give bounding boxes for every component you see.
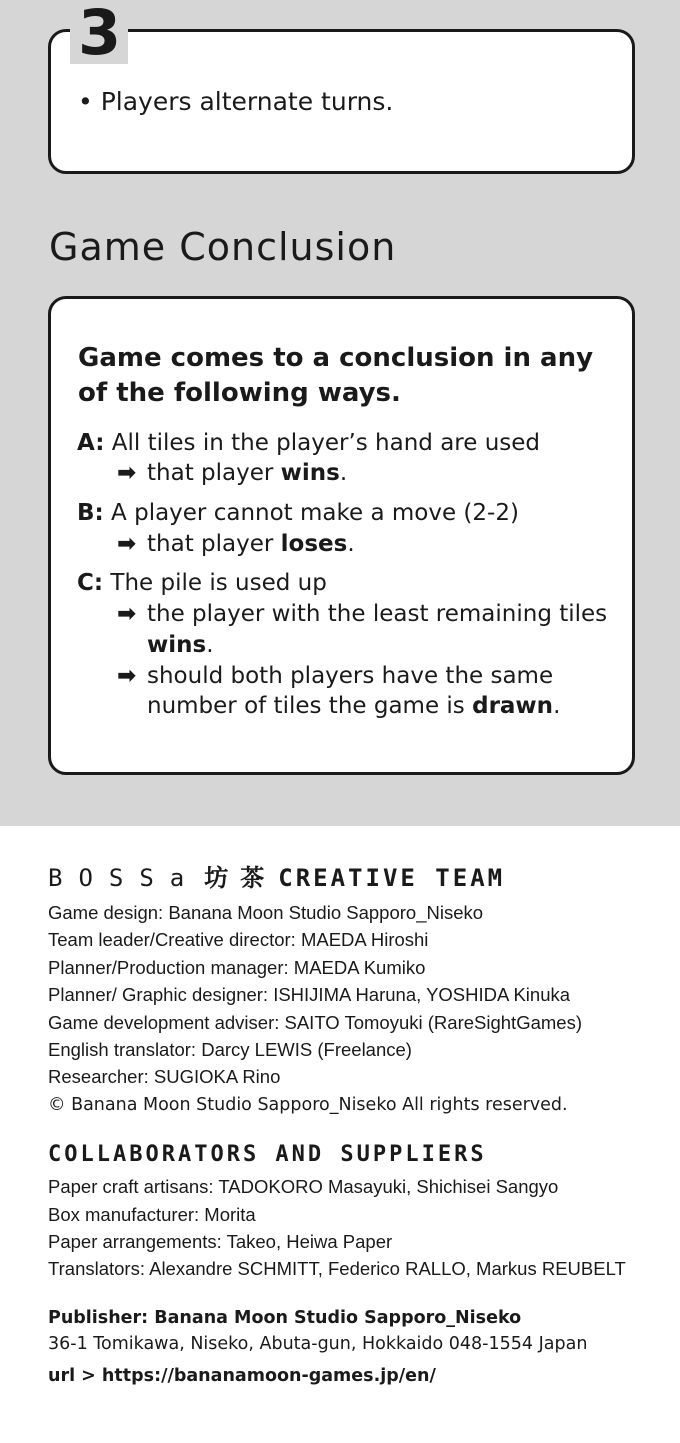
arrow-right-icon: ➡	[117, 531, 137, 557]
rule-c-result-1-cont: wins.	[147, 632, 214, 658]
step-number: 3	[70, 0, 128, 64]
credit-line: Team leader/Creative director: MAEDA Hiroshi	[48, 929, 429, 950]
rule-a-result: ➡ that player wins.	[117, 460, 348, 486]
publisher-address: 36-1 Tomikawa, Niseko, Abuta-gun, Hokkaido 048-1554 Japan	[48, 1334, 588, 1354]
rule-b	[77, 498, 519, 528]
rule-b-result: ➡ that player loses.	[117, 531, 355, 557]
credit-line: Game design: Banana Moon Studio Sapporo_Niseko	[48, 902, 484, 923]
publisher-url-link[interactable]: url > https://bananamoon-games.jp/en/	[48, 1366, 436, 1386]
collaborator-line: Paper craft artisans: TADOKORO Masayuki, Shichisei Sangyo	[48, 1176, 559, 1197]
rule-c-result-2: ➡ should both players have the same	[117, 663, 554, 689]
arrow-right-icon: ➡	[117, 601, 137, 627]
collaborator-line: Translators: Alexandre SCHMITT, Federico RALLO, Markus REUBELT	[48, 1258, 626, 1279]
arrow-right-icon: ➡	[117, 460, 137, 486]
collaborators-title: COLLABORATORS AND SUPPLIERS	[48, 1142, 487, 1167]
credit-line: Researcher: SUGIOKA Rino	[48, 1066, 281, 1087]
rule-c-text: The pile is used up	[103, 570, 327, 596]
rule-b-label: B:	[77, 500, 104, 526]
credit-line: Game development adviser: SAITO Tomoyuki (RareSightGames)	[48, 1012, 582, 1033]
publisher-name: Publisher: Banana Moon Studio Sapporo_Niseko	[48, 1308, 522, 1328]
collaborator-line: Paper arrangements: Takeo, Heiwa Paper	[48, 1231, 393, 1252]
creative-team-title: CREATIVE TEAM	[278, 864, 506, 892]
rule-c-result-1: ➡ the player with the least remaining tiles	[117, 601, 608, 627]
bossa-kanji-logo: 坊茶	[204, 864, 277, 892]
credit-line: English translator: Darcy LEWIS (Freelance)	[48, 1039, 412, 1060]
step-text: • Players alternate turns.	[78, 87, 394, 116]
credit-line: Planner/Production manager: MAEDA Kumiko	[48, 957, 426, 978]
conclusion-intro: Game comes to a conclusion in any of the following ways.	[78, 343, 594, 408]
rule-a-text: All tiles in the player’s hand are used	[104, 430, 541, 456]
copyright-line: © Banana Moon Studio Sapporo_Niseko All rights reserved.	[48, 1095, 568, 1115]
section-title: Game Conclusion	[49, 225, 397, 269]
credit-line: Planner/ Graphic designer: ISHIJIMA Haruna, YOSHIDA Kinuka	[48, 984, 571, 1005]
rule-a	[77, 428, 540, 458]
rule-c-result-2-cont: number of tiles the game is drawn.	[147, 693, 561, 719]
rule-b-text: A player cannot make a move (2-2)	[103, 500, 519, 526]
arrow-right-icon: ➡	[117, 663, 137, 689]
rule-c-label: C:	[77, 570, 104, 596]
rule-c	[77, 568, 327, 598]
rule-a-label: A:	[77, 430, 105, 456]
collaborator-line: Box manufacturer: Morita	[48, 1204, 256, 1225]
bossa-logo: BOSSa	[48, 864, 201, 892]
team-logo	[48, 862, 505, 894]
